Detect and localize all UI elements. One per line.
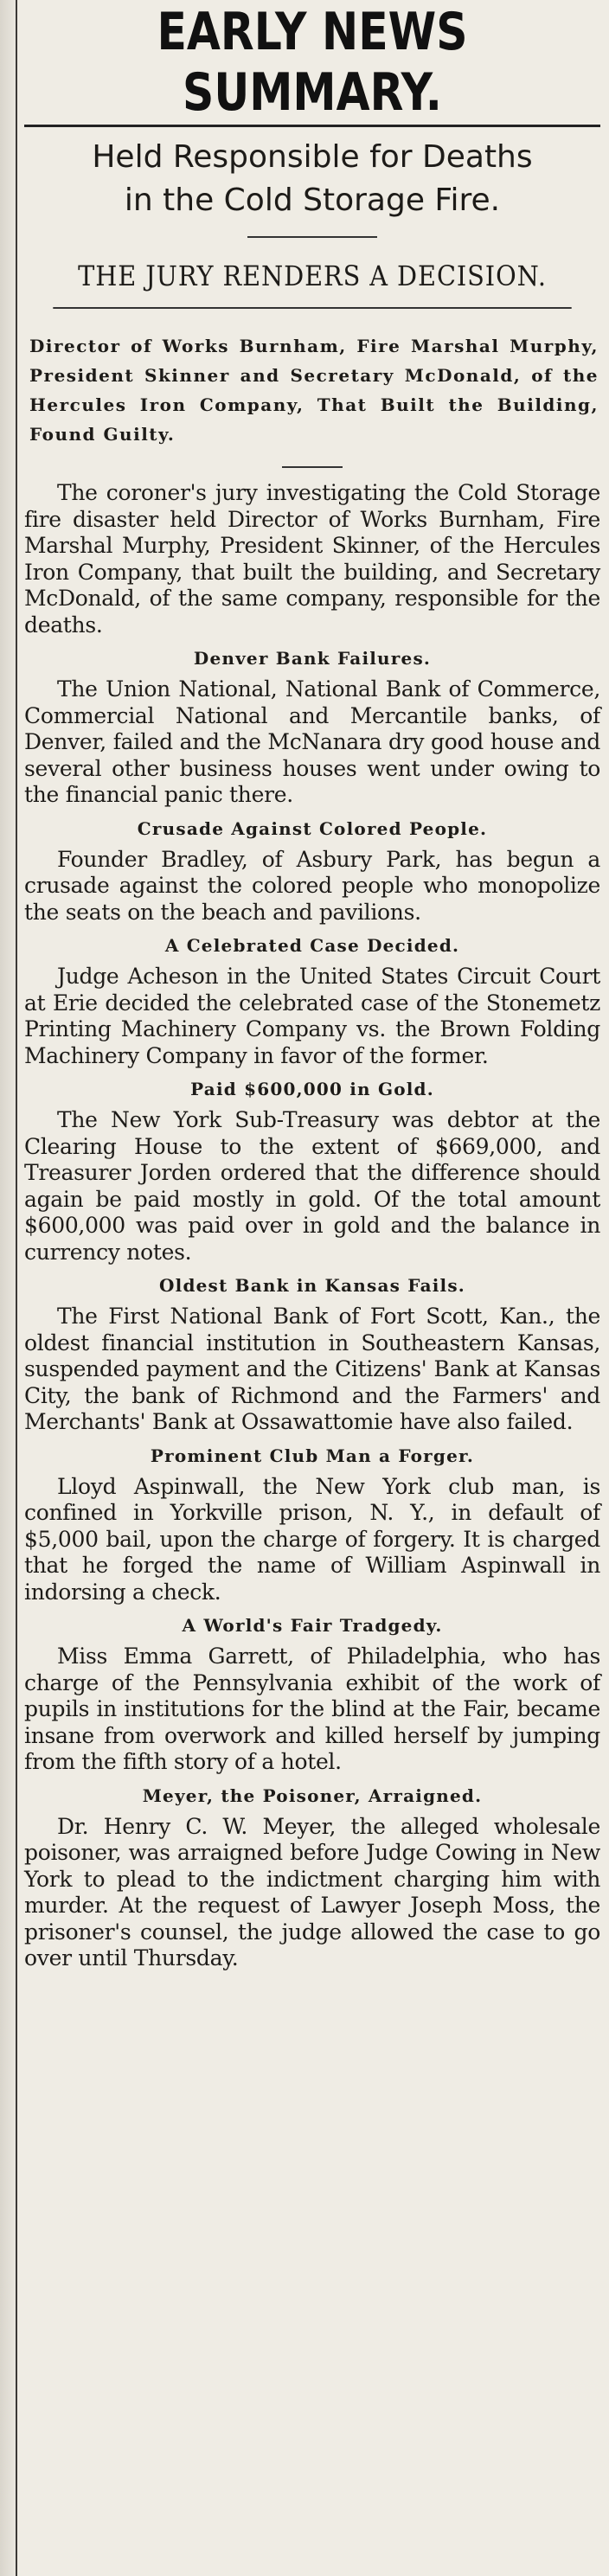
section-heading: Meyer, the Poisoner, Arraigned. (142, 1785, 483, 1806)
lead-paragraph: The coroner's jury investigating the Cold Storage fire disaster held Director of Works Burnham, Fire Marshal Murphy, President Skinner, of the Hercules Iron Company, that built the building, and Secretary McDonald, of the same company, responsible for the deaths. (24, 480, 600, 638)
section-heading: Paid $600,000 in Gold. (190, 1079, 434, 1099)
section-body: Founder Bradley, of Asbury Park, has begun a crusade against the colored people who monopolize the seats on the beach and pavilions. (24, 846, 600, 925)
adjacent-column-fragment (0, 0, 17, 2576)
news-column (24, 0, 600, 1972)
column-rule (16, 0, 17, 2576)
news-section (24, 645, 600, 809)
section-heading: Denver Bank Failures. (193, 648, 432, 669)
section-body: Lloyd Aspinwall, the New York club man, is confined in Yorkville prison, N. Y., in default of $5,000 bail, upon the charge of forgery. It is charged that he forged the name of William Aspinwall in indorsing a check. (24, 1473, 600, 1605)
news-section (24, 932, 600, 1069)
section-body: The First National Bank of Fort Scott, Kan., the oldest financial institution in Southeastern Kansas, suspended payment and the Citizens' Bank at Kansas City, the bank of Richmond and the Farmers' and Merchants' Bank at Ossawattomie have also failed. (24, 1304, 600, 1434)
subheadline (24, 136, 600, 222)
headline: EARLY NEWS SUMMARY. (157, 2, 468, 123)
news-section (24, 1076, 600, 1266)
news-section (24, 1783, 600, 1972)
section-body: The Union National, National Bank of Commerce, Commercial National and Mercantile banks, of Denver, failed and the McNanara dry good house and several other business houses went under owing to the financial panic there. (24, 676, 600, 807)
section-heading: A World's Fair Tradgedy. (182, 1615, 443, 1636)
subhead-line-2: in the Cold Storage Fire. (124, 183, 501, 218)
deck-summary: Director of Works Burnham, Fire Marshal Murphy, President Skinner and Secretary McDonald, of the Hercules Iron Company, That Built the Building, Found Guilty. (29, 336, 599, 445)
divider (282, 466, 343, 468)
section-heading: A Celebrated Case Decided. (164, 935, 460, 956)
section-heading: Prominent Club Man a Forger. (150, 1445, 475, 1466)
section-body: The New York Sub-Treasury was debtor at the Clearing House to the extent of $669,000, and Treasurer Jorden ordered that the difference should again be paid mostly in gold. Of the total amount $600,000 was paid over in gold and the balance in currency notes. (24, 1107, 600, 1265)
news-section (24, 1612, 600, 1776)
divider (247, 236, 377, 238)
section-body: Judge Acheson in the United States Circuit Court at Erie decided the celebrated case of the Stonemetz Printing Machinery Company vs. the Brown Folding Machinery Company in favor of the former. (24, 964, 600, 1068)
section-heading: Crusade Against Colored People. (137, 817, 488, 839)
section-body: Dr. Henry C. W. Meyer, the alleged wholesale poisoner, was arraigned before Judge Cowing in New York to plead to the indictment charging him with murder. At the request of Lawyer Joseph Moss, the prisoner's counsel, the judge allowed the case to go over until Thursday. (24, 1813, 600, 1970)
news-section (24, 816, 600, 926)
jury-heading: THE JURY RENDERS A DECISION. (53, 257, 571, 309)
headline-rule (24, 125, 600, 127)
section-body: Miss Emma Garrett, of Philadelphia, who has charge of the Pennsylvania exhibit of the work of pupils in institutions for the blind at the Fair, became insane from overwork and killed herself by jumping from the fifth story of a hotel. (24, 1644, 600, 1774)
news-section (24, 1443, 600, 1606)
news-section (24, 1272, 600, 1436)
section-heading: Oldest Bank in Kansas Fails. (159, 1275, 465, 1296)
subhead-line-1: Held Responsible for Deaths (92, 139, 533, 175)
